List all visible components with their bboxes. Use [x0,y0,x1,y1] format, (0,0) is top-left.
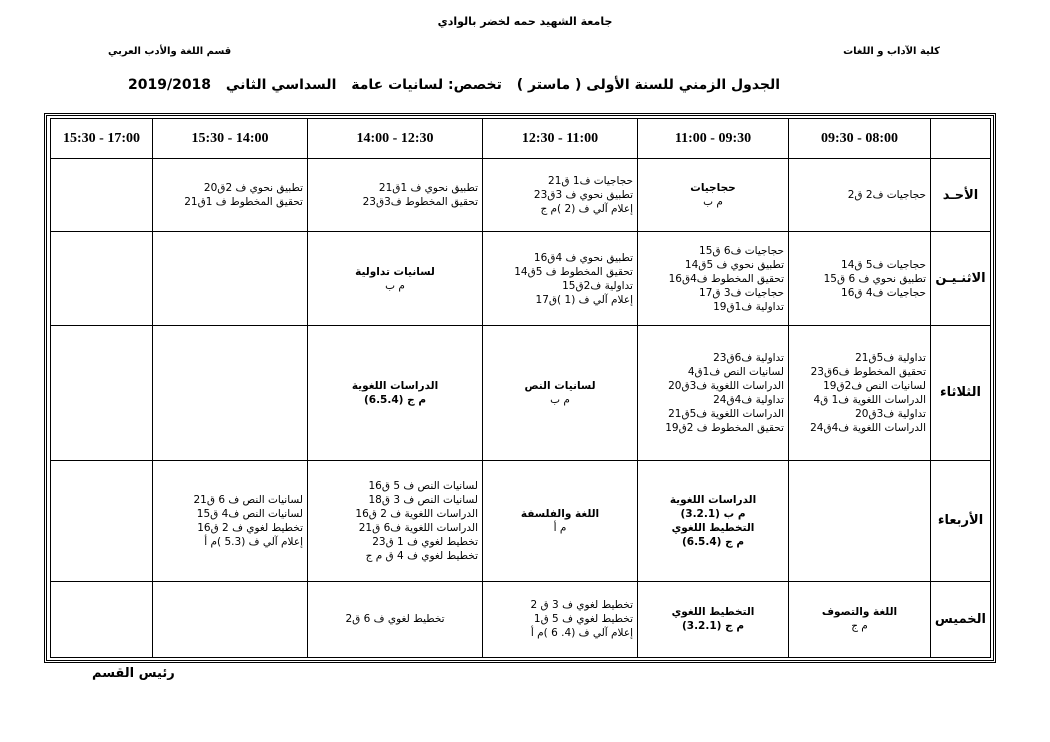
session-line: الدراسات اللغوية [351,379,439,392]
session-line: الدراسات اللغوية [669,493,757,506]
day-label: الأحـد [931,159,991,232]
session-line: تطبيق نحوي ف 2ق20 [203,182,303,195]
table-row [51,581,991,657]
time-slot-header: 15:30 - 17:00 [51,119,153,159]
header-row [51,119,991,159]
time-slot-header: 12:30 - 11:00 [483,119,638,159]
session-line: الدراسات اللغوية ف4ق24 [810,421,926,434]
title-specialty: تخصص: لسانيات عامة [351,77,502,93]
schedule-cell [51,232,153,326]
session-line: تداولية ف4ق24 [713,393,784,406]
schedule-cell [789,159,931,232]
session-line: حجاجيات ف4 ق16 [841,286,926,299]
session-line: تداولية ف3ق20 [855,407,926,420]
schedule-cell [483,232,638,326]
time-slot-header: 14:00 - 12:30 [308,119,483,159]
session-line: تخطيط لغوي ف 6 ق2 [345,613,445,626]
session-line: تحقيق المخطوط ف 2ق19 [665,421,784,434]
table-row [51,159,991,232]
session-line: تخطيط لغوي ف 1 ق23 [372,535,478,548]
session-line: م ج (3.2.1) [681,620,745,633]
day-label: الخميس [931,581,991,657]
corner-cell [931,119,991,159]
session-line: تداولية ف2ق15 [562,279,633,292]
schedule-cell [789,581,931,657]
schedule-cell [638,581,789,657]
session-line: لسانيات النص ف2ق19 [823,379,926,392]
document-title [118,77,780,93]
session-line: الدراسات اللغوية ف3ق20 [668,379,784,392]
timetable [50,118,991,658]
session-line: اللغة والفلسفة [520,507,600,520]
session-line: تخطيط لغوي ف 5 ق1 [533,613,633,626]
session-line: تخطيط لغوي ف 3 ق 2 [530,599,633,612]
session-line: تطبيق نحوي ف 1ق21 [378,182,478,195]
session-line: لسانيات النص ف1ق4 [687,365,784,378]
session-line: تطبيق نحوي ف 4ق16 [533,251,633,264]
session-line: لسانيات النص ف 5 ق16 [368,479,478,492]
session-line: تطبيق نحوي ف 5ق14 [684,258,784,271]
session-line: حجاجيات [690,182,736,195]
day-label: الأربعاء [931,460,991,581]
title-year: 2019/2018 [128,77,212,93]
time-slot-header: 11:00 - 09:30 [638,119,789,159]
session-line: حجاجيات ف5 ق14 [841,258,926,271]
session-line: تحقيق المخطوط ف 1ق21 [184,196,303,209]
session-line: م أ [553,521,567,534]
session-line: لسانيات النص [524,379,596,392]
session-line: م ج [851,620,868,633]
session-line: إعلام آلي ف (4. 6 )م أ [530,627,633,640]
schedule-cell [638,326,789,461]
session-line: حجاجيات ف6 ق15 [699,244,784,257]
table-row [51,460,991,581]
faculty-name: كلية الآداب و اللغات [843,46,940,57]
session-line: تحقيق المخطوط ف6ق23 [810,365,926,378]
day-label: الثلاثاء [931,326,991,461]
session-line: حجاجيات ف3 ق17 [699,286,784,299]
session-line: تخطيط لغوي ف 4 ق م ج [365,549,478,562]
session-line: حجاجيات ف1 ق21 [548,175,633,188]
department-head-signature-label: رئيس القسم [92,666,175,681]
title-main: الجدول الزمني للسنة الأولى ( ماستر ) [516,77,781,93]
session-line: م ج (6.5.4) [363,393,427,406]
day-label: الاثنـيـن [931,232,991,326]
schedule-cell [483,326,638,461]
session-line: تحقيق المخطوط ف3ق23 [362,196,478,209]
session-line: تداولية ف5ق21 [855,351,926,364]
schedule-cell [638,232,789,326]
schedule-cell [638,460,789,581]
schedule-cell [51,159,153,232]
session-line: لسانيات النص ف4 ق15 [196,507,303,520]
schedule-cell [153,326,308,461]
schedule-cell [153,460,308,581]
schedule-cell [153,581,308,657]
schedule-cell [789,460,931,581]
schedule-cell [483,460,638,581]
session-line: الدراسات اللغوية ف6 ق21 [358,521,478,534]
session-line: تحقيق المخطوط ف 5ق14 [514,265,633,278]
session-line: تخطيط لغوي ف 2 ق16 [197,521,303,534]
department-name: قسم اللغة والأدب العربي [108,46,232,57]
table-row [51,326,991,461]
time-slot-header: 15:30 - 14:00 [153,119,308,159]
session-line: التخطيط اللغوي [671,521,755,534]
schedule-cell [789,326,931,461]
session-line: م ب [550,393,570,406]
session-line: تطبيق نحوي ف 3ق23 [533,189,633,202]
session-line: الدراسات اللغوية ف 2 ق16 [355,507,478,520]
session-line: تحقيق المخطوط ف4ق16 [668,272,784,285]
session-line: لسانيات تداولية [355,265,435,278]
time-slot-header: 09:30 - 08:00 [789,119,931,159]
session-line: إعلام آلي ف (2 )م ج [540,203,633,216]
schedule-cell [51,326,153,461]
schedule-cell [483,159,638,232]
session-line: م ب [385,279,405,292]
session-line: تطبيق نحوي ف 6 ق15 [823,272,926,285]
schedule-cell [308,326,483,461]
session-line: الدراسات اللغوية ف5ق21 [668,407,784,420]
schedule-cell [308,460,483,581]
schedule-cell [51,460,153,581]
schedule-cell [638,159,789,232]
schedule-cell [789,232,931,326]
schedule-cell [153,159,308,232]
session-line: إعلام آلي ف (1 )ق17 [535,293,633,306]
university-name: جامعة الشهيد حمه لخضر بالوادي [437,15,613,28]
schedule-cell [51,581,153,657]
session-line: تداولية ف1ق19 [713,300,784,313]
schedule-cell [483,581,638,657]
session-line: م ب [703,196,723,209]
schedule-cell [308,581,483,657]
session-line: حجاجيات ف2 ق2 [847,189,926,202]
schedule-cell [308,159,483,232]
session-line: التخطيط اللغوي [671,606,755,619]
session-line: م ج (6.5.4) [681,535,745,548]
title-semester: السداسي الثاني [225,77,337,93]
session-line: إعلام آلي ف (5.3 )م أ [204,535,303,548]
schedule-cell [153,232,308,326]
session-line: الدراسات اللغوية ف1 ق4 [813,393,926,406]
schedule-cell [308,232,483,326]
table-row [51,232,991,326]
session-line: لسانيات النص ف 3 ق18 [368,493,478,506]
session-line: م ب (3.2.1) [680,507,746,520]
session-line: لسانيات النص ف 6 ق21 [193,493,303,506]
session-line: تداولية ف6ق23 [713,351,784,364]
session-line: اللغة والتصوف [821,606,898,619]
